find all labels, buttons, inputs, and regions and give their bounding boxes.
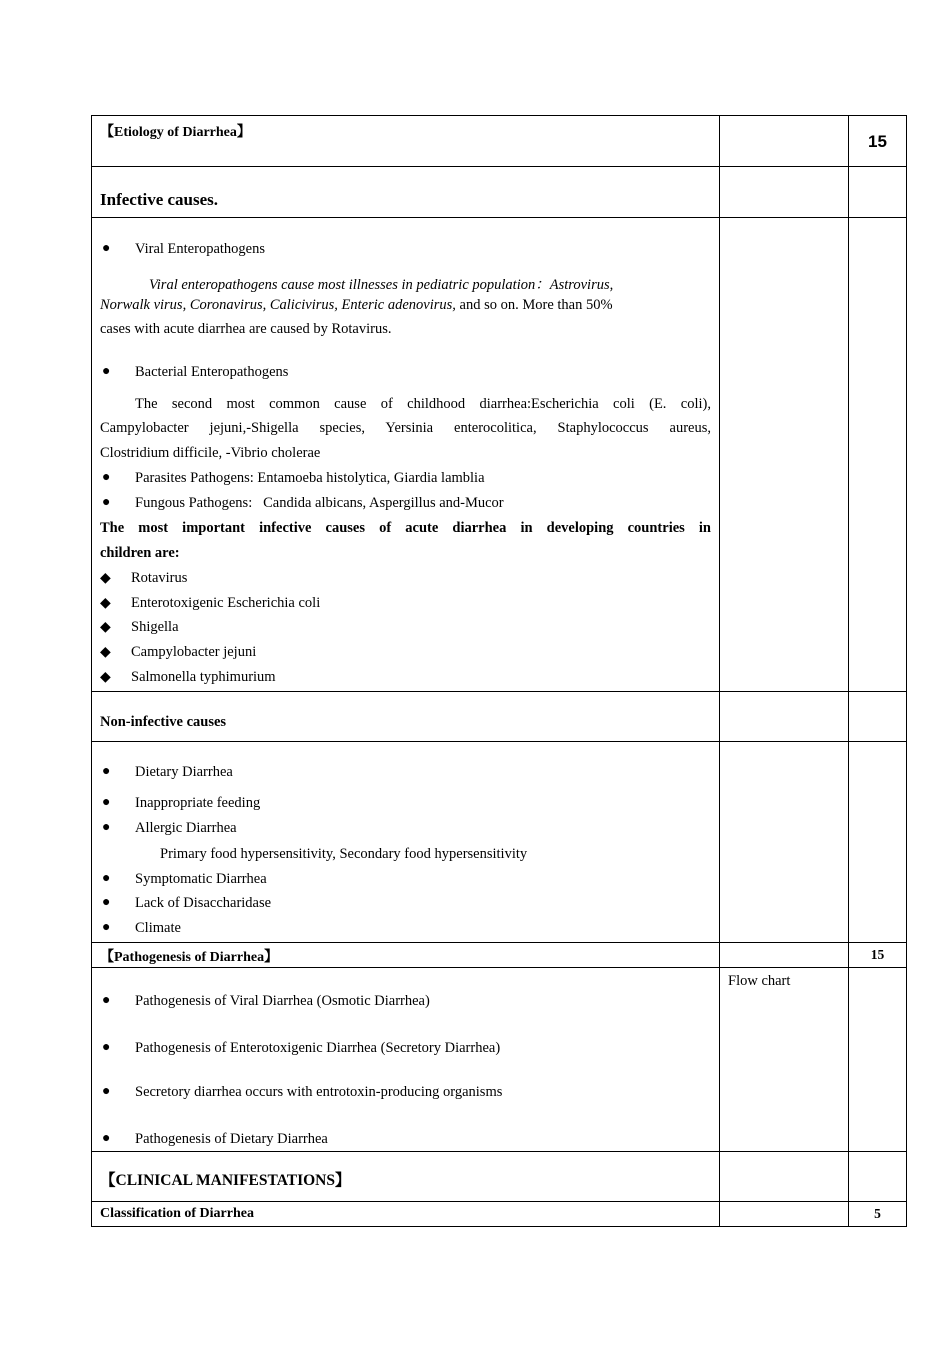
bullet-icon: ● xyxy=(102,1131,111,1146)
list-item: Campylobacter jejuni xyxy=(131,644,257,660)
bacterial-line2: Campylobacter jejuni,-Shigella species, Yersinia enterocolitica, Staphylococcus aureus, xyxy=(100,420,711,436)
diamond-icon: ◆ xyxy=(100,571,111,586)
bullet-icon: ● xyxy=(102,820,111,835)
diamond-icon: ◆ xyxy=(100,596,111,611)
method-label: Flow chart xyxy=(728,973,791,989)
viral-title: Viral Enteropathogens xyxy=(135,241,265,257)
list-item: Pathogenesis of Dietary Diarrhea xyxy=(135,1131,328,1147)
parasites-item: Parasites Pathogens: Entamoeba histolytica, Giardia lamblia xyxy=(135,470,485,486)
list-item: Climate xyxy=(135,920,181,936)
bullet-icon: ● xyxy=(102,895,111,910)
etiology-cell xyxy=(92,116,720,166)
list-item: Dietary Diarrhea xyxy=(135,764,233,780)
allergic-detail: Primary food hypersensitivity, Secondary food hypersensitivity xyxy=(160,846,528,862)
classification-header: Classification of Diarrhea xyxy=(100,1206,254,1221)
important-line1: The most important infective causes of acute diarrhea in developing countries in xyxy=(100,520,711,536)
noninfective-body xyxy=(92,742,720,942)
pathogenesis-body-row xyxy=(92,968,906,1152)
noninfective-heading: Non-infective causes xyxy=(100,714,227,730)
infective-heading: Infective causes. xyxy=(100,190,219,209)
diamond-icon: ◆ xyxy=(100,670,111,685)
bullet-icon: ● xyxy=(102,920,111,935)
infective-body xyxy=(92,218,720,691)
list-item: Shigella xyxy=(131,619,179,635)
list-item: Inappropriate feeding xyxy=(135,795,261,811)
fungous-item: Fungous Pathogens: Candida albicans, Aspergillus and-Mucor xyxy=(135,495,504,511)
pathogenesis-header-row xyxy=(92,943,906,968)
infective-body-row xyxy=(92,218,906,692)
bullet-icon: ● xyxy=(102,764,111,779)
bullet-icon: ● xyxy=(102,364,111,379)
bullet-icon: ● xyxy=(102,495,111,510)
list-item: Rotavirus xyxy=(131,570,188,586)
bullet-icon: ● xyxy=(102,470,111,485)
viral-line1: Viral enteropathogens cause most illnesses in pediatric population：Astrovirus, xyxy=(149,277,614,293)
pathogenesis-header: 【Pathogenesis of Diarrhea】 xyxy=(100,950,279,965)
viral-line3: cases with acute diarrhea are caused by Rotavirus. xyxy=(100,321,392,337)
bacterial-title: Bacterial Enteropathogens xyxy=(135,364,289,380)
etiology-row xyxy=(92,116,906,167)
bullet-icon: ● xyxy=(102,871,111,886)
list-item: Secretory diarrhea occurs with entrotoxin-producing organisms xyxy=(135,1084,503,1100)
clinical-header: 【CLINICAL MANIFESTATIONS】 xyxy=(100,1172,351,1189)
bacterial-line1: The second most common cause of childhood diarrhea:Escherichia coli (E. coli), xyxy=(135,396,711,412)
method-cell xyxy=(720,968,849,1151)
important-line2: children are: xyxy=(100,545,180,561)
bacterial-line3: Clostridium difficile, -Vibrio cholerae xyxy=(100,445,321,461)
infective-heading-row xyxy=(92,167,906,218)
list-item: Symptomatic Diarrhea xyxy=(135,871,267,887)
viral-line2: Norwalk virus, Coronavirus, Calicivirus, Enteric adenovirus, and so on. More than 50% xyxy=(100,297,613,313)
bullet-icon: ● xyxy=(102,993,111,1008)
list-item: Salmonella typhimurium xyxy=(131,669,276,685)
bullet-icon: ● xyxy=(102,1040,111,1055)
pathogenesis-body xyxy=(92,968,720,1151)
classification-minutes: 5 xyxy=(874,1206,881,1221)
bullet-icon: ● xyxy=(102,241,111,256)
lesson-plan-table xyxy=(91,115,907,1227)
list-item: Lack of Disaccharidase xyxy=(135,895,272,911)
bullet-icon: ● xyxy=(102,1084,111,1099)
bullet-icon: ● xyxy=(102,795,111,810)
noninfective-body-row xyxy=(92,742,906,943)
list-item: Pathogenesis of Viral Diarrhea (Osmotic Diarrhea) xyxy=(135,993,430,1009)
noninfective-heading-row xyxy=(92,692,906,742)
etiology-minutes: 15 xyxy=(868,132,887,151)
classification-row xyxy=(92,1202,906,1226)
list-item: Allergic Diarrhea xyxy=(135,820,237,836)
list-item: Pathogenesis of Enterotoxigenic Diarrhea (Secretory Diarrhea) xyxy=(135,1040,501,1056)
diamond-icon: ◆ xyxy=(100,645,111,660)
diamond-icon: ◆ xyxy=(100,620,111,635)
list-item: Enterotoxigenic Escherichia coli xyxy=(131,595,321,611)
etiology-header: 【Etiology of Diarrhea】 xyxy=(100,125,251,140)
pathogenesis-minutes: 15 xyxy=(870,947,885,962)
clinical-row xyxy=(92,1152,906,1202)
